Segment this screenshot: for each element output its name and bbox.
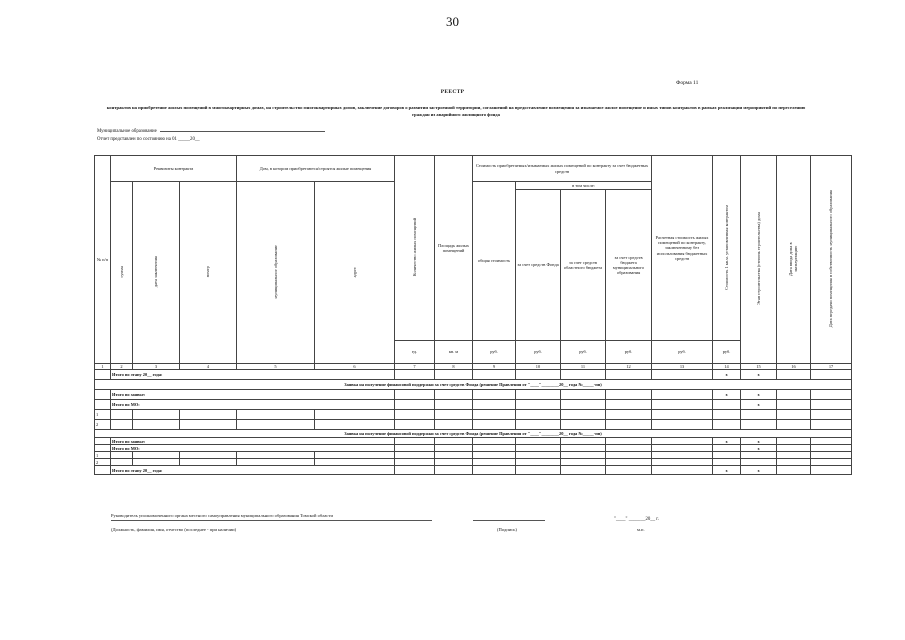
header-contract-number: номер — [180, 182, 237, 364]
position-line[interactable] — [111, 520, 432, 521]
mo-total-label: Итого по МО: — [111, 400, 395, 410]
header-transfer-date: Дата передачи помещения в собственность муниципального образования — [811, 156, 852, 364]
x-mark: x — [713, 370, 741, 380]
stage-total-label: Итого по этапу 20__ года: — [111, 466, 395, 475]
signature-line[interactable] — [473, 520, 545, 521]
row-number: 2 — [95, 420, 111, 430]
request-1-total-row — [95, 390, 852, 400]
document-title: РЕЕСТР — [440, 89, 465, 95]
col-num: 7 — [395, 364, 435, 370]
signatory-title: Руководитель уполномоченного органа местного самоуправления муниципального образования Томской области — [111, 513, 333, 518]
row-number: 1 — [95, 452, 111, 459]
table-row — [95, 410, 852, 420]
registry-table — [94, 155, 852, 475]
municipality-field — [97, 126, 325, 134]
header-house-address: адрес — [315, 182, 395, 364]
col-num: 5 — [237, 364, 315, 370]
row-number: 2 — [95, 459, 111, 466]
mo-total-label: Итого по МО: — [111, 445, 395, 452]
stamp-place: м.п. — [637, 527, 645, 532]
col-num: 13 — [652, 364, 713, 370]
municipality-input-line[interactable] — [160, 126, 325, 132]
header-qty: Количество жилых помещений — [395, 156, 435, 341]
report-date-label: Отчет представлен по состоянию на 01 _____20__ — [97, 137, 200, 142]
x-mark: x — [741, 466, 777, 475]
x-mark: x — [713, 438, 741, 445]
col-num: 16 — [777, 364, 811, 370]
x-mark: x — [741, 400, 777, 410]
page-number: 30 — [446, 14, 459, 29]
request-total-label: Итого по заявке: — [111, 390, 395, 400]
header-num: № п/п — [95, 156, 111, 364]
header-calc-cost: Расчетная стоимость жилых помещений по контракту, заключенному без использования бюджетных средств — [652, 156, 713, 341]
col-num: 4 — [180, 364, 237, 370]
unit-cell: руб. — [652, 341, 713, 364]
x-mark: x — [713, 466, 741, 475]
col-num: 3 — [133, 364, 180, 370]
stage-total-row — [95, 466, 852, 475]
signature-caption: (Подпись) — [497, 527, 517, 532]
col-num: 6 — [315, 364, 395, 370]
stage-total-label: Итого по этапу 20__ года: — [111, 370, 395, 380]
unit-cell: руб. — [561, 341, 606, 364]
request-2-header: Заявка на получение финансовой поддержки за счет средств Фонда (решение Правления от "____"________20__ года №_____-пп) — [95, 430, 852, 438]
header-contract-details: Реквизиты контракта — [111, 156, 237, 182]
request-2-total-row — [95, 438, 852, 445]
header-municipal: за счет средств бюджета муниципального образования — [606, 190, 652, 341]
unit-cell: руб. — [713, 341, 741, 364]
header-build-stage: Этап строительства (степень строительства) дома — [741, 156, 777, 364]
position-caption: (Должность, фамилия, имя, отчество (последнее - при наличии) — [111, 527, 237, 532]
signature-date: "____" _______20__ г. — [614, 517, 659, 522]
col-num: 2 — [111, 364, 133, 370]
header-total-cost: общая стоимость — [473, 182, 516, 341]
col-num: 14 — [713, 364, 741, 370]
header-house-mo: муниципальное образование — [237, 182, 315, 364]
table-row — [95, 459, 852, 466]
mo-total-row — [95, 400, 852, 410]
mo-total-row — [95, 445, 852, 452]
col-num: 8 — [435, 364, 473, 370]
col-num: 11 — [561, 364, 606, 370]
document-subtitle: контрактов на приобретение жилых помещений в многоквартирных домах, на строительство многоквартирных домов, заключение договоров о развитии застроенной территории, соглашений на предоставление возмещения за изымаемое жилое помещение и иных типов контрактов в рамках реализации мероприятий по переселению граждан из аварийного жилищного фонда — [106, 105, 806, 117]
stage-total-row — [95, 370, 852, 380]
col-num: 1 — [95, 364, 111, 370]
municipality-label: Муниципальное образование — [97, 129, 157, 134]
x-mark: x — [741, 390, 777, 400]
unit-cell: ед. — [395, 341, 435, 364]
unit-cell: кв. м — [435, 341, 473, 364]
header-contract-date: дата заключения — [133, 182, 180, 364]
header-fund: за счет средств Фонда — [516, 190, 561, 341]
form-label: Форма 11 — [676, 80, 699, 86]
header-house: Дом, в котором приобретаются/строятся жилые помещения — [237, 156, 395, 182]
col-num: 12 — [606, 364, 652, 370]
col-num: 9 — [473, 364, 516, 370]
col-num: 17 — [811, 364, 852, 370]
x-mark: x — [741, 370, 777, 380]
header-regional: за счет средств областного бюджета — [561, 190, 606, 341]
request-1-header: Заявка на получение финансовой поддержки за счет средств Фонда (решение Правления от "____"________20__ года №_____-пп) — [95, 380, 852, 390]
x-mark: x — [741, 438, 777, 445]
x-mark: x — [741, 445, 777, 452]
unit-cell: руб. — [473, 341, 516, 364]
request-total-label: Итого по заявке: — [111, 438, 395, 445]
header-cost-group: Стоимость приобретаемых/изымаемых жилых помещений по контракту за счет бюджетных средств — [473, 156, 652, 182]
row-number: 1 — [95, 410, 111, 420]
header-area: Площадь жилых помещений — [435, 156, 473, 341]
col-num: 10 — [516, 364, 561, 370]
header-commission-date: Дата ввода дома в эксплуатацию — [777, 156, 811, 364]
table-row — [95, 420, 852, 430]
table-row — [95, 452, 852, 459]
col-num: 15 — [741, 364, 777, 370]
header-incl: в том числе: — [516, 182, 652, 190]
unit-cell: руб. — [516, 341, 561, 364]
x-mark: x — [713, 390, 741, 400]
unit-cell: руб. — [606, 341, 652, 364]
header-cost-per-m2: Стоимость 1 кв.м. установленная контрактом — [713, 156, 741, 341]
header-contract-sum: сумма — [111, 182, 133, 364]
